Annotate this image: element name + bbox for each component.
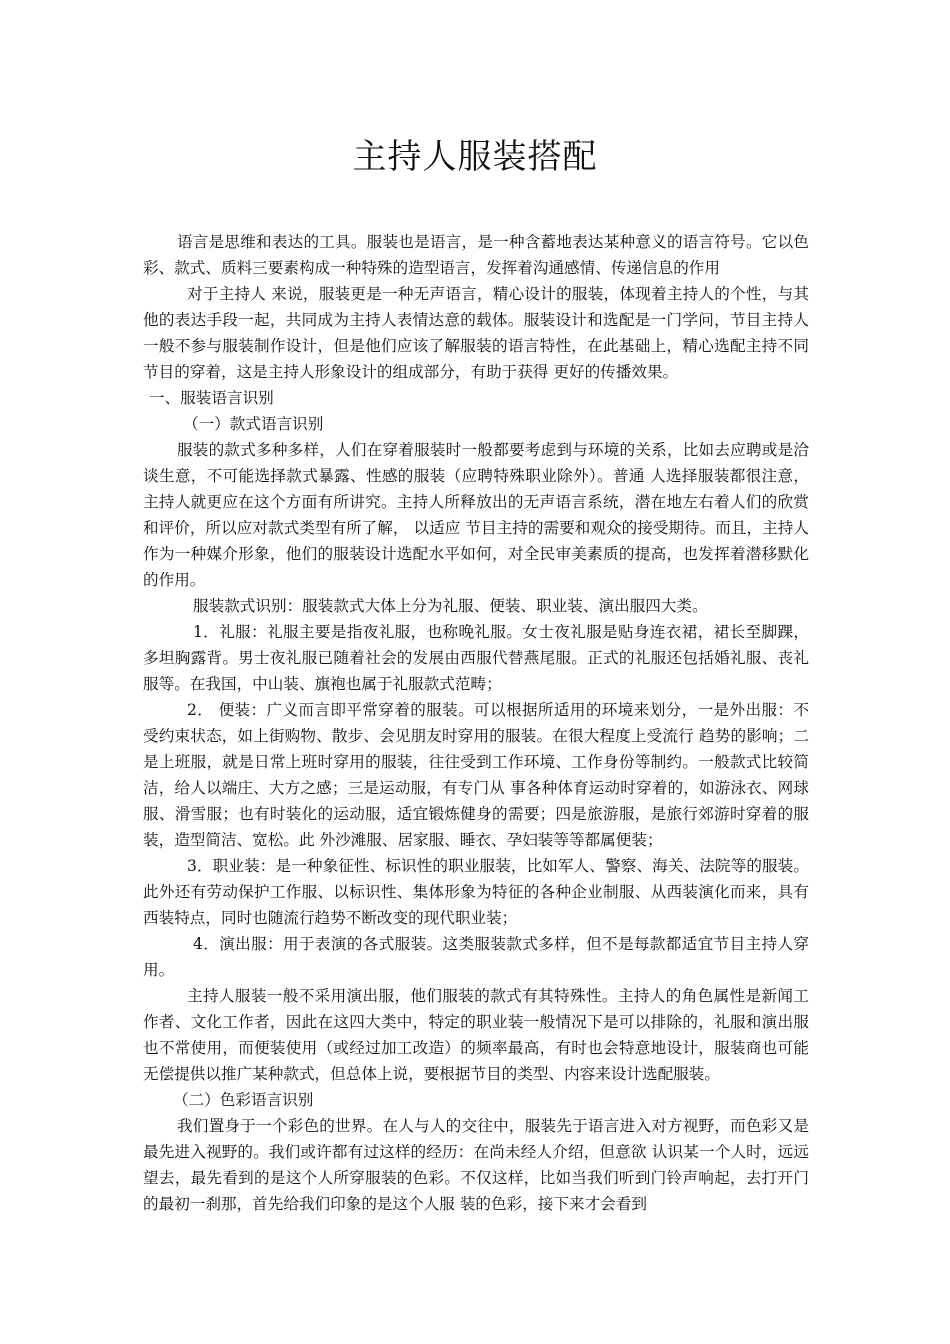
list-item-casual-wear: 2． 便装：广义而言即平常穿着的服装。可以根据所适用的环境来划分，一是外出服：不受约束状态，如上街购物、散步、会见朋友时穿用的服装。在很大程度上受流行 趋势的影响；二是上班服，就是日常上班时穿用的服装，往往受到工作环境、工作身份等制约。一般款式比较简洁，给人以端庄、大方之感；三是运动服，有专门从 事各种体育运动时穿着的，如游泳衣、网球服、滑雪服；也有时装化的运动服，适宜锻炼健身的需要；四是旅游服，是旅行郊游时穿着的服装，造型简洁、宽松。此 外沙滩服、居家服、睡衣、孕妇装等等都属便装； xyxy=(143,701,809,849)
document-body xyxy=(143,229,809,1217)
paragraph-intro: 语言是思维和表达的工具。服装也是语言，是一种含蓄地表达某种意义的语言符号。它以色彩、款式、质料三要素构成一种特殊的造型语言，发挥着沟通感情、传递信息的作用 xyxy=(143,233,809,277)
paragraph-host-clothing: 对于主持人 来说，服装更是一种无声语言，精心设计的服装，体现着主持人的个性，与其他的表达手段一起，共同成为主持人表情达意的载体。服装设计和选配是一门学问，节目主持人一般不参与服装制作设计，但是他们应该了解服装的语言特性，在此基础上，精心选配主持不同节目的穿着，这是主持人形象设计的组成部分，有助于获得 更好的传播效果。 xyxy=(143,285,809,381)
list-item-professional-wear: 3．职业装：是一种象征性、标识性的职业服装，比如军人、警察、海关、法院等的服装。此外还有劳动保护工作服、以标识性、集体形象为特征的各种企业制服、从西装演化而来，具有西装特点，同时也随流行趋势不断改变的现代职业装； xyxy=(143,857,809,927)
paragraph-color-overview: 我们置身于一个彩色的世界。在人与人的交往中，服装先于语言进入对方视野，而色彩又是最先进入视野的。我们或许都有过这样的经历：在尚未经人介绍，但意欲 认识某一个人时，远远望去，最先看到的是这个人所穿服装的色彩。不仅这样，比如当我们听到门铃声响起，去打开门的最初一刹那，首先给我们印象的是这个人服 装的色彩，接下来才会看到 xyxy=(143,1117,809,1213)
list-item-formal-wear: 1．礼服：礼服主要是指夜礼服，也称晚礼服。女士夜礼服是贴身连衣裙，裙长至脚踝，多坦胸露背。男士夜礼服已随着社会的发展由西服代替燕尾服。正式的礼服还包括婚礼服、丧礼服等。在我国，中山装、旗袍也属于礼服款式范畴； xyxy=(143,623,809,693)
subsection-heading-color: （二）色彩语言识别 xyxy=(173,1091,314,1109)
document-title: 主持人服装搭配 xyxy=(352,137,598,177)
paragraph-style-categories: 服装款式识别：服装款式大体上分为礼服、便装、职业装、演出服四大类。 xyxy=(193,597,708,615)
subsection-heading-style: （一）款式语言识别 xyxy=(183,415,324,433)
section-heading-1: 一、服装语言识别 xyxy=(149,389,274,407)
paragraph-host-style-choice: 主持人服装一般不采用演出服，他们服装的款式有其特殊性。主持人的角色属性是新闻工作者、文化工作者，因此在这四大类中，特定的职业装一般情况下是可以排除的，礼服和演出服也不常使用，而便装使用（或经过加工改造）的频率最高，有时也会特意地设计，服装商也可能无偿提供以推广某种款式，但总体上说，要根据节目的类型、内容来设计选配服装。 xyxy=(143,987,809,1083)
paragraph-style-overview: 服装的款式多种多样，人们在穿着服装时一般都要考虑到与环境的关系，比如去应聘或是洽谈生意，不可能选择款式暴露、性感的服装（应聘特殊职业除外）。普通 人选择服装都很注意，主持人就更应在这个方面有所讲究。主持人所释放出的无声语言系统，潜在地左右着人们的欣赏和评价，所以应对款式类型有所了解， 以适应 节目主持的需要和观众的接受期待。而且，主持人作为一种媒介形象，他们的服装设计选配水平如何，对全民审美素质的提高，也发挥着潜移默化的作用。 xyxy=(143,441,809,589)
list-item-performance-wear: 4．演出服：用于表演的各式服装。这类服装款式多样，但不是每款都适宜节目主持人穿用。 xyxy=(143,935,809,979)
